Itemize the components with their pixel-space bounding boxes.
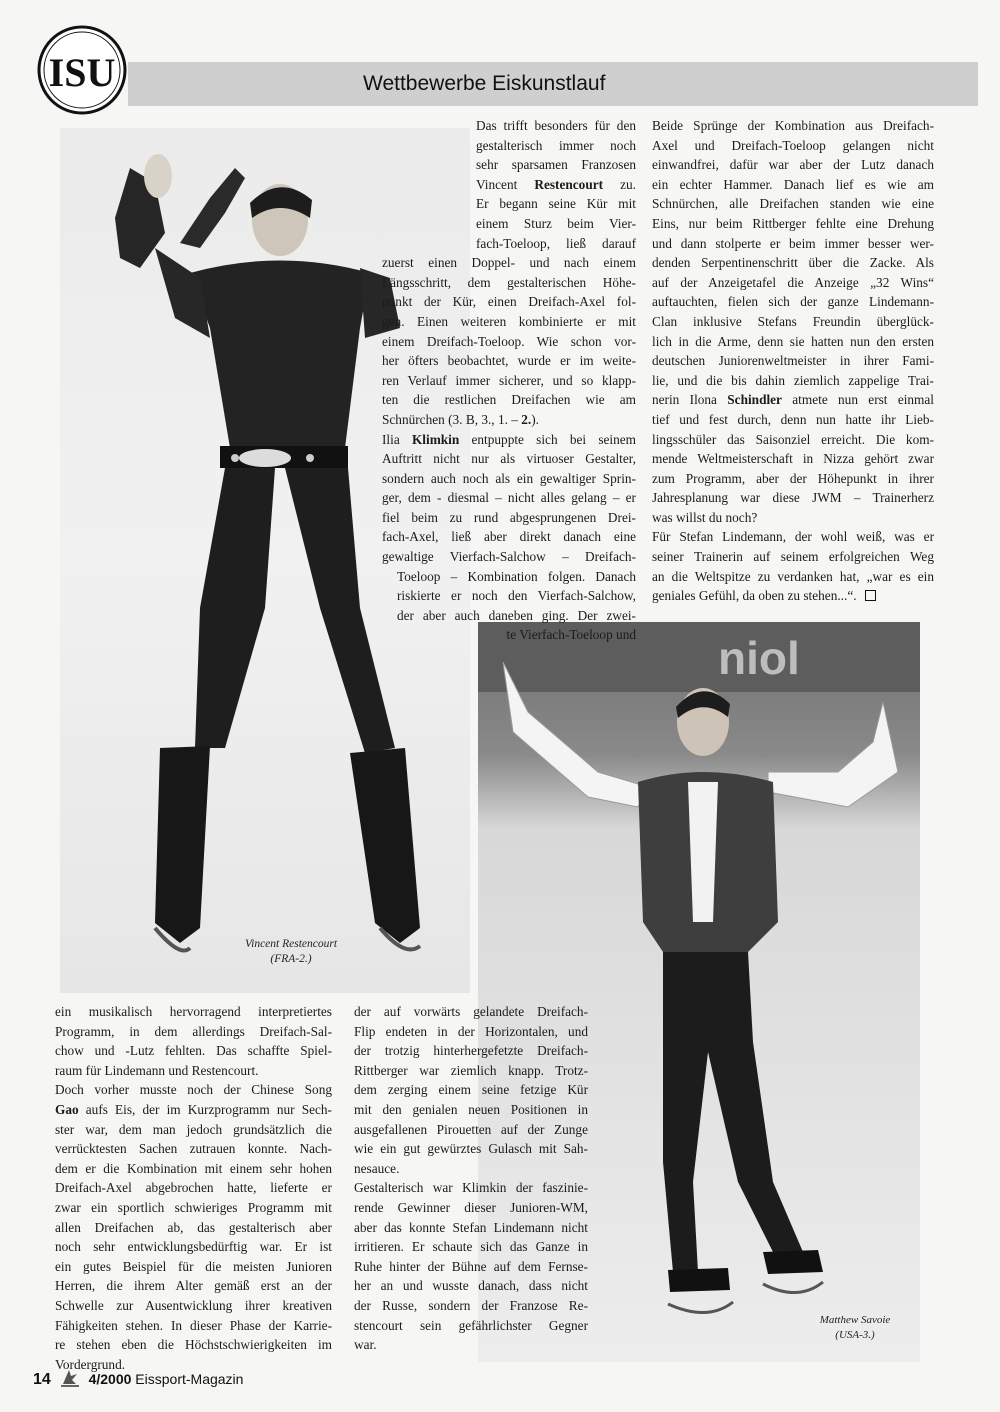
text-line: fach-Axel, ließ aber direkt danach eine (382, 529, 636, 545)
text-line: war. (354, 1337, 377, 1353)
text-line: Längsschritt, dem gestalterischen Höhe- (382, 274, 636, 290)
text-line: der auf vorwärts gelandete Dreifach- (354, 1004, 588, 1019)
text-line: einem Dreifach-Toeloop. Wie schon vor- (382, 333, 636, 349)
caption-restencourt-result: (FRA-2.) (270, 953, 312, 965)
text-line: ger, dem - diesmal – nicht alles gelang – er (382, 490, 636, 506)
text-line: verrücktesten Sachen zutrauen konnte. Nach- (55, 1141, 332, 1157)
column-bottom-middle (354, 1002, 588, 1355)
text-line: fach-Toeloop, ließ darauf (476, 235, 636, 251)
text-line: denden Serpentinenschritt über die Zacke. Als (652, 255, 934, 271)
text-line: aber das konnte Stefan Lindemann nicht (354, 1219, 588, 1235)
text-line: ren Verlauf immer sicherer, und so klapp- (382, 372, 636, 388)
text-line: Toeloop – Kombination folgen. Danach (397, 568, 636, 584)
text-line: lie, und die bis dahin ziemlich zappelige Trai- (652, 372, 934, 388)
column-top-right (652, 116, 934, 606)
text-line: stencourt sein gefährlichster Gegner (354, 1317, 588, 1333)
magazine-name: Eissport-Magazin (135, 1371, 244, 1387)
column-top-middle (372, 116, 636, 645)
text-line: was willst du noch? (652, 509, 758, 525)
text-line: Er begann seine Kür mit (476, 196, 636, 212)
text-line: Ilia Klimkin entpuppte sich bei seinem (382, 431, 636, 447)
text-line: auf der Anzeigetafel die Anzeige „32 Wins“ (652, 274, 934, 290)
text-line: Auftritt nicht nur als virtuoser Gestalter, (382, 451, 636, 467)
skater-name: Gao (55, 1101, 79, 1117)
text-line: geniales Gefühl, da oben zu stehen...“. (652, 586, 934, 606)
text-line: chow und -Lutz fehlten. Das schaffte Spiel- (55, 1043, 332, 1059)
text-line: fiel beim zu rund abgesprungenen Drei- (382, 509, 636, 525)
text-line: und dann stolperte er beim immer besser wer- (652, 235, 934, 251)
text-line: raum für Lindemann und Restencourt. (55, 1062, 259, 1078)
text-line: Schnürchen (3. B, 3., 1. – 2.). (382, 411, 539, 427)
text-line: einwandfrei, dafür war aber der Lutz danach (652, 157, 934, 173)
text-line: wie ein gut gewürztes Gulasch mit Sah- (354, 1141, 588, 1157)
end-mark-icon (865, 590, 876, 601)
text-line: irritieren. Er schaute sich das Ganze in (354, 1239, 588, 1255)
text-line: Vincent Restencourt zu. (476, 176, 636, 192)
text-line: dem zerging einem seine fetzige Kür (354, 1082, 588, 1098)
text-line: an die Weltspitze zu verdanken hat, „war es ein (652, 568, 934, 584)
svg-text:niol: niol (718, 632, 800, 684)
text-line: nerin Ilona Schindler atmete nun erst einmal (652, 392, 934, 408)
text-line: her an und wusste danach, dass nicht (354, 1278, 588, 1294)
skater-name: Klimkin (411, 431, 460, 447)
text-line: ster war, dem man jedoch grundsätzlich die (55, 1121, 332, 1137)
text-line: sehr sparsamen Franzosen (476, 157, 636, 173)
text-line: seiner Trainerin auf seinem erfolgreichen Weg (652, 549, 934, 565)
issue-number: 4/2000 (88, 1371, 132, 1387)
text-line: ein musikalisch hervorragend interpretiertes (55, 1004, 332, 1019)
text-line: ein echter Hammer. Danach lief es wie am (652, 176, 934, 192)
text-line: Vordergrund. (55, 1356, 126, 1372)
skater-icon (59, 1366, 81, 1391)
text-line: her öfters beobachtet, wurde er im weite- (382, 353, 636, 369)
text-line: allen Dreifachen ab, das gestalterisch aber (55, 1219, 332, 1235)
page-number: 14 (33, 1371, 51, 1388)
text-line: gestalterisch immer noch (476, 137, 636, 153)
text-line: dem er die Kombination mit einem sehr hohen (55, 1160, 332, 1176)
text-line: ausgefallenen Pirouetten auf der Zunge (354, 1121, 588, 1137)
text-line: rende Gewinner dieser Junioren-WM, (354, 1199, 588, 1215)
text-line: riskierte er noch den Vierfach-Salchow, (397, 588, 636, 604)
page-footer (33, 1366, 243, 1391)
text-line: Herren, die ihrem Alter gemäß erst an der (55, 1278, 332, 1294)
text-line: zum Programm, aber der Höhepunkt in ihrer (652, 470, 934, 486)
text-line: Jahresplanung war diese JWM – Trainerherz (652, 490, 934, 506)
text-line: Schwelle zur Ausentwicklung ihrer kreativen (55, 1297, 332, 1313)
text-line: noch sehr entwicklungsbedürftig war. Er ist (55, 1239, 332, 1255)
caption-savoie-result: (USA-3.) (835, 1329, 875, 1341)
text-line: Rittberger war ziemlich knapp. Trotz- (354, 1062, 588, 1078)
text-line: zuerst einen Doppel- und nach einem (382, 255, 636, 271)
text-line: einem Sturz beim Vier- (476, 215, 636, 231)
text-line: Eins, nur beim Rittberger fehlte eine Drehung (652, 215, 934, 231)
coach-name: Schindler (727, 392, 782, 408)
text-line: der Russe, sondern der Franzose Re- (354, 1297, 588, 1313)
text-line: ein gutes Beispiel für die meisten Junioren (55, 1258, 332, 1274)
caption-savoie (800, 1313, 910, 1343)
text-line: re stehen eben die Höchstschwierigkeiten im (55, 1337, 332, 1353)
text-line: lingsschüler das Saisonziel erreicht. Die kom- (652, 431, 934, 447)
caption-restencourt (226, 937, 356, 967)
text-line: Clan inklusive Stefans Freundin überglück- (652, 313, 934, 329)
text-line: sondern auch noch als ein gewaltiger Sprin- (382, 470, 636, 486)
text-line: Das trifft besonders für den (476, 118, 636, 133)
text-line: Fähigkeiten stehen. In dieser Phase der Karrie- (55, 1317, 332, 1333)
section-title: Wettbewerbe Eiskunstlauf (363, 72, 606, 95)
text-line: Gestalterisch war Klimkin der faszinie- (354, 1180, 588, 1196)
text-line: Beide Sprünge der Kombination aus Dreifach- (652, 118, 934, 133)
text-line: nesauce. (354, 1160, 400, 1176)
text-line: gewaltige Vierfach-Salchow – Dreifach- (382, 549, 636, 565)
text-line: Programm, in dem allerdings Dreifach-Sal- (55, 1023, 332, 1039)
text-line: Schnürchen, alle Dreifachen standen wie eine (652, 196, 934, 212)
caption-restencourt-name: Vincent Restencourt (244, 938, 338, 950)
isu-logo (36, 24, 128, 116)
svg-text:ISU: ISU (48, 50, 116, 95)
text-line: te Vierfach-Toeloop und (506, 627, 636, 643)
skater-name: Restencourt (534, 176, 604, 192)
text-line: der trotzig hinterhergefetzte Dreifach- (354, 1043, 588, 1059)
text-line: Doch vorher musste noch der Chinese Song (55, 1082, 332, 1098)
text-line: zwar ein sportlich schwieriges Programm mit (55, 1199, 332, 1215)
text-line: Für Stefan Lindemann, der wohl weiß, was er (652, 529, 934, 545)
text-line: Axel und Dreifach-Toeloop gelangen nicht (652, 137, 934, 153)
text-line: Dreifach-Axel abgebrochen hatte, lieferte er (55, 1180, 332, 1196)
text-line: gen. Einen weiteren kombinierte er mit (382, 313, 636, 329)
text-line: ten die restlichen Dreifachen wie am (382, 392, 636, 408)
text-line: Flip endeten in der Horizontalen, und (354, 1023, 588, 1039)
caption-savoie-name: Matthew Savoie (819, 1314, 891, 1326)
text-line: auftauchten, fielen sich der ganze Lindemann- (652, 294, 934, 310)
text-line: mende Weltmeisterschaft in Nizza gehört zwar (652, 451, 934, 467)
text-line: der aber auch daneben ging. Der zwei- (397, 607, 636, 623)
text-line: punkt der Kür, einen Dreifach-Axel fol- (382, 294, 636, 310)
text-line: Gao aufs Eis, der im Kurzprogramm nur Sech- (55, 1101, 332, 1117)
text-line: lich in die Arme, denn sie hatten nun den ersten (652, 333, 934, 349)
text-line: mit den genialen neuen Positionen in (354, 1101, 588, 1117)
column-bottom-left (55, 1002, 332, 1374)
text-line: Ruhe hinter der Bühne auf dem Fernse- (354, 1258, 588, 1274)
text-line: deutschen Juniorenweltmeister in ihrer Fami- (652, 353, 934, 369)
text-line: tief und fest durch, denn nun hatte ihr Lieb- (652, 411, 934, 427)
